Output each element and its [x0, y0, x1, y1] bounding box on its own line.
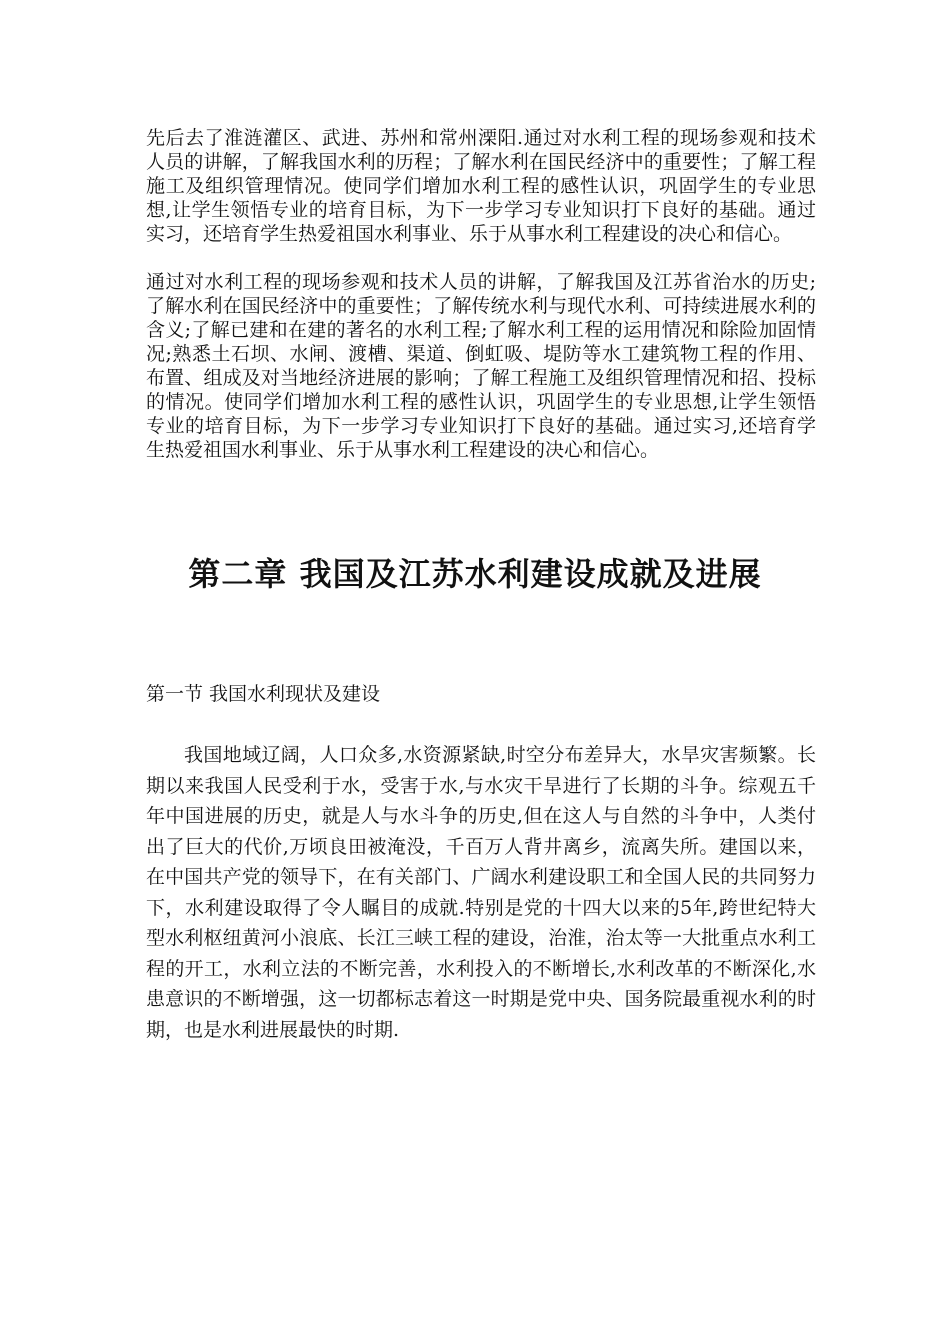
chapter-title: 第二章 我国及江苏水利建设成就及进展	[188, 555, 762, 593]
intro-paragraph-2: 通过对水利工程的现场参观和技术人员的讲解，了解我国及江苏省治水的历史;了解水利在国民经济中的重要性；了解传统水利与现代水利、可持续进展水利的含义;了解已建和在建的著名的水利工程;了解水利工程的运用情况和除险加固情况;熟悉土石坝、水闸、渡槽、渠道、倒虹吸、堤防等水工建筑物工程的作用、布置、组成及对当地经济进展的影响；了解工程施工及组织管理情况和招、投标的情况。使同学们增加水利工程的感性认识，巩固学生的专业思想,让学生领悟专业的培育目标，为下一步学习专业知识打下良好的基础。通过实习,还培育学生热爱祖国水利事业、乐于从事水利工程建设的决心和信心。	[146, 271, 816, 461]
intro-paragraph-1: 先后去了淮涟灌区、武进、苏州和常州溧阳.通过对水利工程的现场参观和技术人员的讲解，了解我国水利的历程；了解水利在国民经济中的重要性；了解工程施工及组织管理情况。使同学们增加水利工程的感性认识，巩固学生的专业思想,让学生领悟专业的培育目标，为下一步学习专业知识打下良好的基础。通过实习，还培育学生热爱祖国水利事业、乐于从事水利工程建设的决心和信心。	[146, 127, 816, 245]
section-title: 第一节 我国水利现状及建设	[146, 683, 381, 705]
section-body-paragraph: 我国地域辽阔，人口众多,水资源紧缺,时空分布差异大，水旱灾害频繁。长期以来我国人民受利于水，受害于水,与水灾干旱进行了长期的斗争。综观五千年中国进展的历史，就是人与水斗争的历史,但在这人与自然的斗争中，人类付出了巨大的代价,万顷良田被淹没，千百万人背井离乡，流离失所。建国以来，在中国共产党的领导下，在有关部门、广阔水利建设职工和全国人民的共同努力下，水利建设取得了令人瞩目的成就.特别是党的十四大以来的5年,跨世纪特大型水利枢纽黄河小浪底、长江三峡工程的建设，治淮，治太等一大批重点水利工程的开工，水利立法的不断完善，水利投入的不断增长,水利改革的不断深化,水患意识的不断增强，这一切都标志着这一时期是党中央、国务院最重视水利的时期，也是水利进展最快的时期.	[146, 744, 816, 1041]
